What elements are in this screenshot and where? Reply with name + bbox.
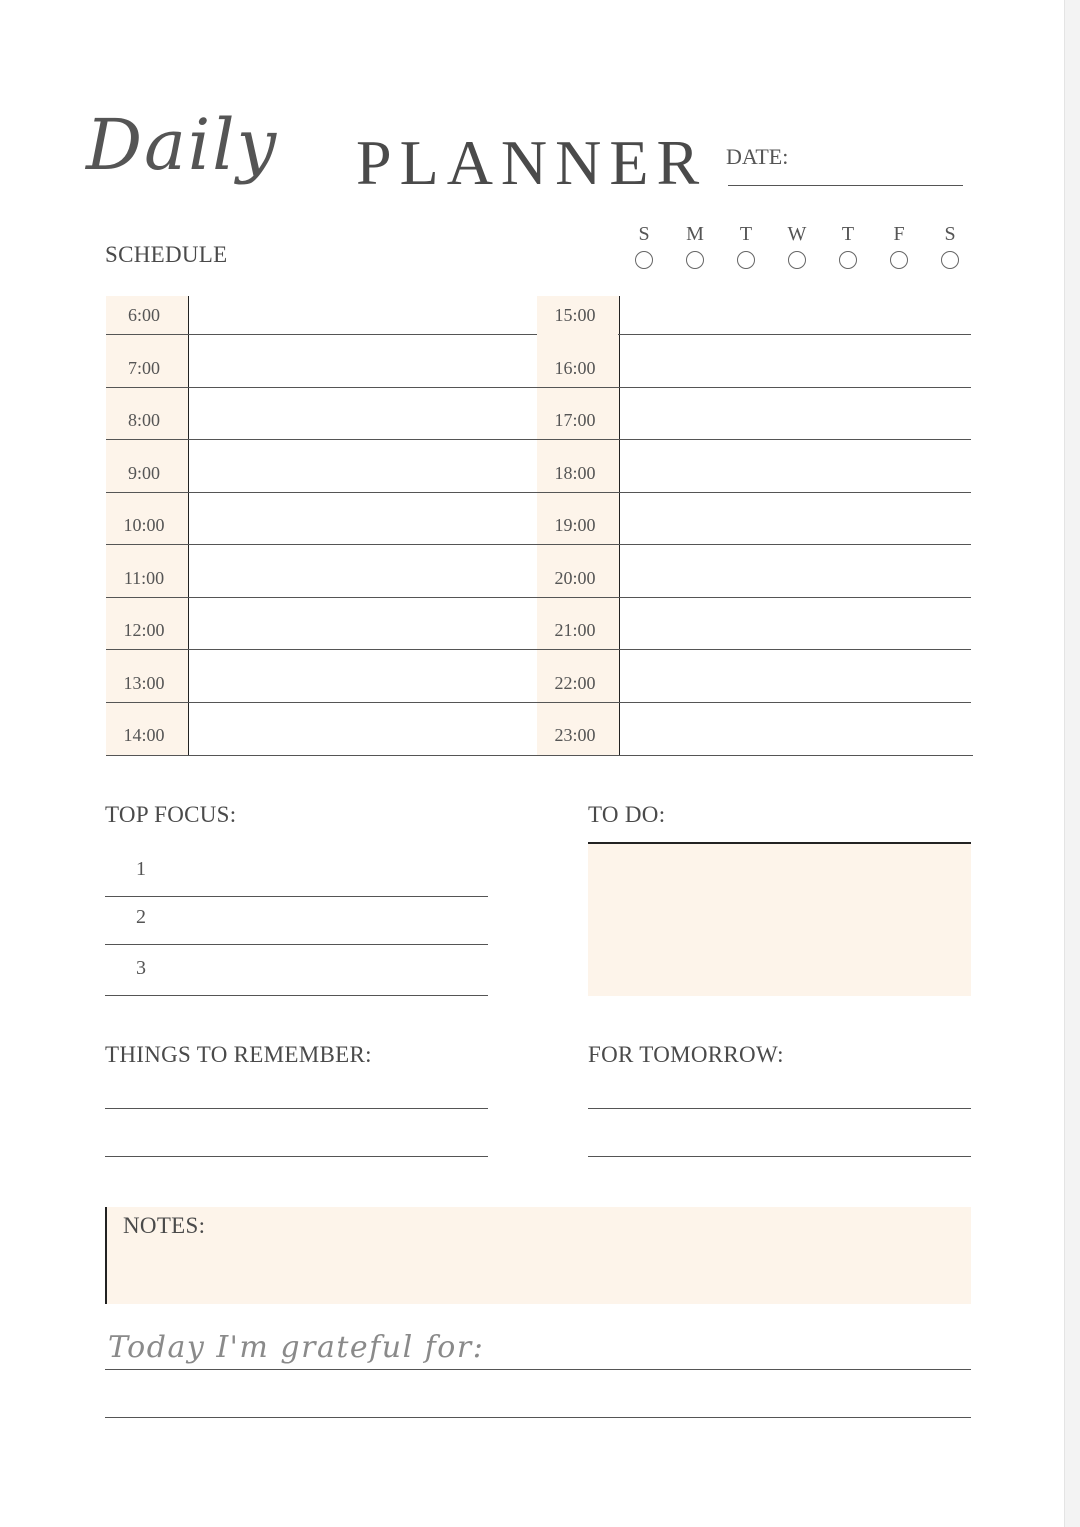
todo-box[interactable] [588, 842, 971, 996]
day-letter: W [787, 223, 807, 245]
day-saturday[interactable] [938, 221, 962, 269]
time-label: 9:00 [127, 462, 160, 483]
page-title: PLANNER [356, 127, 708, 198]
day-wednesday[interactable] [785, 221, 809, 269]
time-slot[interactable] [537, 559, 971, 612]
day-letter: T [739, 223, 753, 245]
time-label: 12:00 [123, 620, 165, 640]
day-checkbox[interactable] [788, 251, 806, 269]
grateful-line[interactable] [105, 1369, 971, 1370]
time-slot[interactable] [106, 559, 538, 612]
time-label: 22:00 [554, 672, 596, 693]
notes-label: NOTES: [123, 1213, 206, 1238]
tomorrow-label: FOR TOMORROW: [588, 1042, 784, 1067]
time-label: 20:00 [554, 567, 596, 588]
remember-line[interactable] [105, 1108, 488, 1109]
time-label: 23:00 [554, 725, 596, 745]
time-slot[interactable] [537, 664, 971, 717]
time-label: 7:00 [127, 357, 160, 378]
schedule-rule [106, 597, 971, 598]
top-focus-label: TOP FOCUS: [105, 802, 237, 827]
time-slot[interactable] [537, 296, 971, 349]
schedule-label: SCHEDULE [105, 242, 228, 267]
schedule-rule [106, 649, 971, 650]
grateful-line[interactable] [105, 1417, 971, 1418]
time-label: 17:00 [554, 410, 596, 430]
todo-label: TO DO: [588, 802, 666, 827]
day-friday[interactable] [887, 221, 911, 269]
time-slot[interactable] [106, 454, 538, 507]
notes-box[interactable] [105, 1207, 971, 1304]
schedule-rule [106, 755, 973, 756]
time-label: 11:00 [123, 567, 165, 588]
time-label: 14:00 [123, 725, 165, 745]
time-slot[interactable] [537, 349, 971, 402]
schedule-rule [106, 334, 537, 335]
day-checkbox[interactable] [839, 251, 857, 269]
day-tuesday[interactable] [734, 221, 758, 269]
remember-label: THINGS TO REMEMBER: [105, 1042, 372, 1067]
schedule-rule [106, 702, 971, 703]
schedule-rule [106, 439, 971, 440]
time-slot[interactable] [106, 506, 538, 559]
day-letter: T [841, 223, 855, 245]
grateful-label: Today I'm grateful for: [108, 1330, 485, 1365]
remember-line[interactable] [105, 1156, 488, 1157]
date-label: DATE: [726, 144, 789, 169]
day-letter: M [686, 223, 704, 245]
time-slot[interactable] [106, 296, 538, 349]
focus-line[interactable] [105, 995, 488, 996]
day-thursday[interactable] [836, 221, 860, 269]
page-edge [1064, 0, 1080, 1527]
time-slot[interactable] [106, 401, 538, 454]
schedule-rule [106, 387, 971, 388]
focus-number: 1 [136, 858, 146, 880]
time-label: 18:00 [554, 462, 596, 483]
day-checkbox[interactable] [941, 251, 959, 269]
time-label: 8:00 [127, 410, 160, 430]
schedule-rule [618, 334, 971, 335]
time-label: 16:00 [554, 357, 596, 378]
time-slot[interactable] [537, 454, 971, 507]
time-label: 21:00 [554, 620, 596, 640]
day-checkbox[interactable] [686, 251, 704, 269]
time-slot[interactable] [106, 716, 538, 769]
day-letter: S [638, 223, 650, 245]
time-label: 13:00 [123, 672, 165, 693]
schedule-rule [106, 544, 971, 545]
time-label: 19:00 [554, 515, 596, 535]
time-label: 6:00 [127, 305, 160, 325]
time-slot[interactable] [537, 401, 971, 454]
time-label: 15:00 [554, 305, 596, 325]
focus-number: 3 [136, 957, 146, 979]
script-title: Daily [86, 104, 279, 186]
day-checkbox[interactable] [635, 251, 653, 269]
time-slot[interactable] [537, 506, 971, 559]
tomorrow-line[interactable] [588, 1156, 971, 1157]
date-field[interactable] [728, 185, 963, 186]
day-monday[interactable] [683, 221, 707, 269]
time-slot[interactable] [106, 611, 538, 664]
day-checkbox[interactable] [737, 251, 755, 269]
time-slot[interactable] [537, 611, 971, 664]
schedule-rule [106, 492, 971, 493]
time-slot[interactable] [106, 664, 538, 717]
focus-number: 2 [136, 906, 146, 928]
time-slot[interactable] [537, 716, 971, 769]
focus-line[interactable] [105, 896, 488, 897]
tomorrow-line[interactable] [588, 1108, 971, 1109]
time-label: 10:00 [123, 515, 165, 535]
day-checkbox[interactable] [890, 251, 908, 269]
time-slot[interactable] [106, 349, 538, 402]
day-letter: S [944, 223, 956, 245]
focus-line[interactable] [105, 944, 488, 945]
day-sunday[interactable] [632, 221, 656, 269]
day-letter: F [893, 223, 905, 245]
